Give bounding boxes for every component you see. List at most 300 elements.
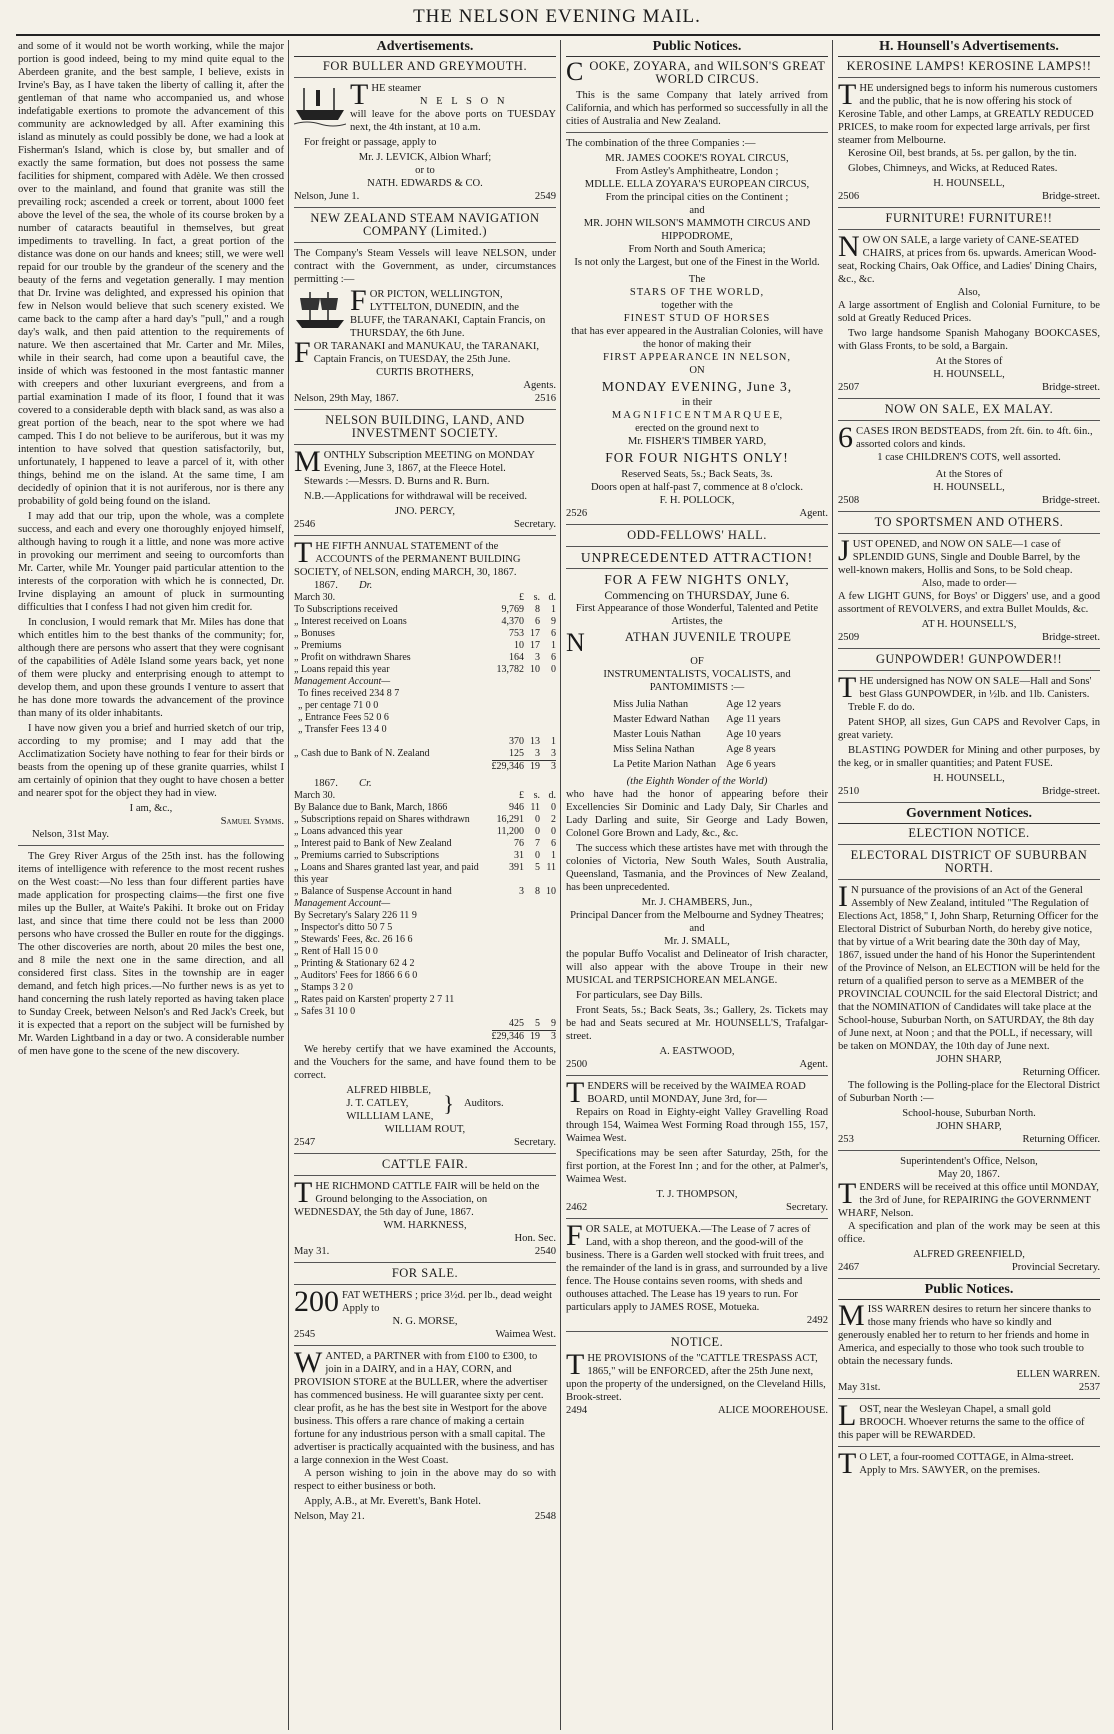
table-row: „ Loans and Shares granted last year, and paid this year 391 5 11	[294, 862, 556, 885]
ad-line: that has ever appeared in the Australian Colonies, will have the honor of making their	[571, 326, 823, 350]
ad-text: For particulars, see Day Bills.	[576, 990, 703, 1001]
ad-text: CASES IRON BEDSTEADS, from 2ft. 6in. to 4ft. 6in., assorted colors and kinds.	[856, 426, 1093, 450]
ad-text: HE steamer	[371, 83, 422, 94]
table-row: Master Edward Nathan Age 11 years	[613, 714, 781, 725]
table-row: La Petite Marion Nathan Age 6 years	[613, 759, 776, 770]
table-row: Master Louis Nathan Age 10 years	[613, 729, 781, 740]
divider	[294, 444, 556, 445]
ad-line: FIRST APPEARANCE IN NELSON,	[602, 352, 792, 363]
masthead-rule	[16, 34, 1100, 36]
signatory: T. J. THOMPSON,	[656, 1189, 738, 1200]
ad-line: MR. JOHN WILSON'S MAMMOTH CIRCUS AND HIPPODROME,	[583, 218, 811, 242]
divider	[294, 77, 556, 78]
divider	[566, 1218, 828, 1219]
ad-text: N.B.—Applications for withdrawal will be received.	[304, 491, 527, 502]
ad-title: NELSON BUILDING, LAND, AND INVESTMENT SOCIETY.	[325, 413, 525, 440]
drop-cap: F	[350, 284, 367, 317]
troupe-members	[607, 696, 787, 773]
ad-line: Also,	[957, 287, 981, 298]
ad-line: MONDAY EVENING, June 3,	[601, 379, 793, 394]
table-row: „ Inspector's ditto 50 7 5	[294, 922, 393, 933]
ad-text: who have had the honor of appearing before their Excellencies Sir Dominic and Lady Daly, Sir Charles and Lady Darling and suite, Sir George and Lady Bowen, Colonel Gore Brown and Lady, &c., &c.	[566, 789, 828, 839]
divider	[294, 1153, 556, 1154]
ad-line: The	[688, 274, 706, 285]
agent-name: Mr. J. LEVICK, Albion Wharf;	[358, 152, 492, 163]
ad-text: ENDERS will be received by the WAIMEA ROAD BOARD, until MONDAY, June 3rd, for—	[587, 1081, 806, 1105]
signatory: ALFRED GREENFIELD,	[913, 1249, 1025, 1260]
divider	[838, 1150, 1100, 1151]
ad-text: Front Seats, 5s.; Back Seats, 3s.; Gallery, 2s. Tickets may be had and Seats secured at Mr. HOUNSELL'S, Trafalgar-street.	[566, 1005, 828, 1042]
masthead: THE NELSON EVENING MAIL.	[413, 6, 701, 27]
ad-text: Kerosine Oil, best brands, at 5s. per gallon, by the tin.	[848, 148, 1077, 159]
ad-text: HE PROVISIONS of the "CATTLE TRESPASS ACT, 1865," will be ENFORCED, after the 25th June next, upon the property of the undersigned, on the Cleveland Hills, Brook-street.	[566, 1353, 826, 1403]
signatory-role: Secretary.	[514, 1137, 556, 1148]
col-header: d.	[548, 790, 556, 801]
table-row: „ per centage 71 0 0	[298, 700, 379, 711]
drop-cap: L	[838, 1399, 857, 1432]
waimea-tenders-ad	[566, 1076, 828, 1214]
ad-text: The success which these artistes have met with through the colonies of Victoria, New South Wales, South Australia, Queensland, Tasmania, and the Provinces of New Zealand, has been unprecedented.	[566, 843, 828, 893]
divider	[566, 1331, 828, 1332]
ad-line: (the Eighth Wonder of the World)	[626, 776, 768, 787]
signatory-role: Agent.	[799, 1059, 828, 1070]
election-notice	[838, 827, 1100, 1146]
ad-place: Bridge-street.	[1042, 495, 1100, 506]
ad-text: ANTED, a PARTNER with from £100 to £300, to join in a DAIRY, and in a HAY, CORN, and PROVISION STORE at the BULLER, where the advertiser has commenced business. He will guarantee sixty per cent. clear profit, as he has the best site in Westport for the above business. This offers a rare chance of making a certain fortune for any industrious person with a small capital. The advertiser is practically acquainted with the business, and has a large connexion in the West Coast.	[294, 1351, 555, 1466]
ad-place: Bridge-street.	[1042, 786, 1100, 797]
drop-cap: T	[838, 1177, 857, 1210]
table-row: „ Stewards' Fees, &c. 26 16 6	[294, 934, 413, 945]
agent-name: CURTIS BROTHERS,	[376, 367, 474, 378]
ad-line: School-house, Suburban North.	[902, 1108, 1036, 1119]
table-row: „ Bonuses 753 17 6	[294, 628, 556, 639]
ad-text: will leave for the above ports on TUESDAY next, the 4th instant, at 10 a.m.	[350, 109, 556, 133]
signatory-role: Returning Officer.	[1022, 1134, 1100, 1145]
ad-date: Nelson, 29th May, 1867.	[294, 393, 399, 404]
malay-ad	[838, 403, 1100, 507]
ad-line: ON	[689, 365, 705, 376]
ad-number: 2467	[838, 1262, 860, 1273]
drop-cap: N	[566, 628, 586, 657]
signatory-role: Agent.	[799, 508, 828, 519]
drop-cap: T	[838, 1447, 857, 1480]
ad-text: Treble F. do do.	[848, 702, 915, 713]
ad-text: The following is the Polling-place for the Electoral District of Suburban North :—	[838, 1080, 1100, 1104]
ad-text: The combination of the three Companies :—	[566, 138, 756, 149]
divider	[294, 1262, 556, 1263]
signatory: N. G. MORSE,	[392, 1316, 458, 1327]
kerosine-ad	[838, 60, 1100, 203]
col-header: d.	[548, 592, 556, 603]
column-3-public-notices	[566, 40, 828, 1730]
ad-line: Reserved Seats, 5s.; Back Seats, 3s.	[621, 469, 773, 480]
drop-cap: T	[294, 1176, 313, 1209]
ad-line: OF	[690, 656, 704, 667]
ad-number: 2547	[294, 1137, 316, 1148]
ad-text: OR SALE, at MOTUEKA.—The Lease of 7 acres of Land, with a shop thereon, and the good-will of the business. There is a Garden well stocked with fruit trees, and the remainder of the land is in grass, and surrounded by a live fence. The House contains seven rooms, with sheds and outhouses attached. The Lease has 19 years to run. For particulars apply to JAMES ROSE, Motueka.	[566, 1224, 828, 1313]
auditor-name: J. T. CATLEY,	[346, 1098, 409, 1109]
ad-text: HE undersigned begs to inform his numerous customers and the public, that he is now offering his stock of Kerosine Table, and other Lamps, at GREATLY REDUCED PRICES, to make room for expected large arrivals, per first steamer from Melbourne.	[838, 83, 1098, 146]
signatory: ALICE MOOREHOUSE.	[717, 1405, 828, 1416]
ad-number: 253	[838, 1134, 854, 1145]
ad-text: A few LIGHT GUNS, for Boys' or Diggers' use, and a good assortment of REVOLVERS, and extra Bullet Moulds, &c.	[838, 591, 1100, 615]
signatory: ELLEN WARREN.	[1016, 1369, 1100, 1380]
ad-title: FOR BULLER AND GREYMOUTH.	[322, 59, 528, 73]
col-header: s.	[533, 790, 540, 801]
signatory: JOHN SHARP,	[936, 1054, 1002, 1065]
ad-line: 1 case CHILDREN'S COTS, well assorted.	[877, 452, 1061, 463]
divider	[294, 535, 556, 536]
drop-cap: T	[294, 536, 313, 569]
col-header: s.	[533, 592, 540, 603]
ad-title: NOW ON SALE, EX MALAY.	[884, 402, 1054, 416]
ad-number: 2546	[294, 519, 316, 530]
ship-name: N E L S O N	[419, 96, 508, 107]
ad-text: Apply, A.B., at Mr. Everett's, Bank Hotel.	[304, 1496, 481, 1507]
ad-place: Bridge-street.	[1042, 191, 1100, 202]
ad-line: MR. JAMES COOKE'S ROYAL CIRCUS,	[605, 153, 789, 164]
ad-number: 2492	[806, 1315, 828, 1326]
nzsn-ad	[294, 212, 556, 405]
buller-ad	[294, 60, 556, 203]
ad-title: FOR SALE.	[391, 1266, 459, 1280]
statement-year: 1867.	[314, 580, 338, 591]
table-row: „ Interest received on Loans 4,370 6 9	[294, 616, 556, 627]
letter-dateline: Nelson, 31st May.	[32, 829, 109, 840]
ad-place: Bridge-street.	[1042, 632, 1100, 643]
divider	[838, 1278, 1100, 1279]
ad-number: 2462	[566, 1202, 588, 1213]
ad-line: Doors open at half-past 7, commence at 8 o'clock.	[591, 482, 803, 493]
ad-text: Stewards :—Messrs. D. Burns and R. Burn.	[304, 476, 490, 487]
divider	[838, 229, 1100, 230]
credit-table	[294, 790, 556, 1043]
signatory: WM. HARKNESS,	[383, 1220, 467, 1231]
ad-text: UST OPENED, and NOW ON SALE—1 case of SPLENDID GUNS, Single and Double Barrel, by the well-known makers, Hollis and Sons, to be Sold cheap.	[838, 539, 1081, 576]
ad-line: together with the	[661, 300, 733, 311]
column-4-hounsell	[838, 40, 1100, 1730]
ad-text: We hereby certify that we have examined the Accounts, and the Vouchers for the same, and have found them to be correct.	[294, 1044, 556, 1081]
statement-year: 1867.	[314, 778, 338, 789]
ad-line: in their	[681, 397, 713, 408]
drop-cap: I	[838, 880, 848, 913]
divider	[838, 77, 1100, 78]
section-heading: Public Notices.	[566, 40, 828, 57]
agent-role: Agents.	[523, 380, 556, 391]
ad-text: Two large handsome Spanish Mahogany BOOKCASES, with Glass Fronts, to be sold, a Bargain.	[838, 328, 1100, 352]
letter-paragraph: I have now given you a brief and hurried sketch of our trip, according to my promise; and I may add that the Acclimatization Society have nothing to fear for their birds or beasts from the opening up of these granite quarries, whilst I am certainly of opinion that they ought to have chosen a better and nearer spot for the object they had in view.	[18, 723, 284, 799]
table-row: „ Transfer Fees 13 4 0	[298, 724, 387, 735]
signatory: A. EASTWOOD,	[659, 1046, 735, 1057]
column-rule	[288, 40, 289, 1730]
statement-date: March 30.	[294, 592, 336, 603]
ad-text: OW ON SALE, a large variety of CANE-SEATED CHAIRS, at prices from 6s. upwards. American Wood-seat, Rocking Chairs, Oak Office, and Ladies' Dining Chairs, &c., &c.	[838, 235, 1097, 285]
col-header: £	[519, 592, 524, 603]
ad-line: FOR A FEW NIGHTS ONLY,	[604, 572, 790, 587]
ad-title: NOTICE.	[670, 1335, 724, 1349]
ad-number: 2516	[534, 393, 556, 404]
section-heading: Advertisements.	[294, 40, 556, 57]
drop-cap: M	[294, 445, 321, 478]
ad-line: Also, made to order—	[921, 578, 1017, 589]
debit-label: Dr.	[359, 580, 373, 591]
argus-paragraph: The Grey River Argus of the 25th inst. has the following items of intelligence with reference to the most recent rushes on the West coast:—No less than four different parties have made application for prospecting claims—the first one five miles up the Buller, at Waite's Pakihi. It broke out on Friday last, and since that time there could not be less than 2000 persons who have crossed the Buller en route for the diggings. The other discoveries are north, about 20 miles the best one, and 8 mile the next one in the same direction, and all considered first class. Sites in the township are in eager demand, and fetch high prices.—No further news is as yet to hand concerning the rush lately reported as having taken place to Sunday Creek, between Nelson's and Red Jack's Creek, but it is expected that a report on the subject will be furnished by Mr. Warden Lightband in a day or two. A considerable number of men have gone to the scene of the new discovery.	[18, 851, 284, 1057]
ad-line: Superintendent's Office, Nelson,	[900, 1156, 1038, 1167]
total-row: £29,346 19 3	[491, 761, 556, 772]
signatory: H. HOUNSELL,	[933, 369, 1005, 380]
divider	[838, 802, 1100, 803]
ad-number: 2509	[838, 632, 860, 643]
drop-cap: C	[566, 57, 584, 86]
ad-line: FINEST STUD OF HORSES	[623, 313, 771, 324]
ad-line: Commencing on THURSDAY, June 6.	[604, 588, 790, 602]
table-row: By Balance due to Bank, March, 1866 946 11 0	[294, 802, 556, 813]
agent-name: NATH. EDWARDS & CO.	[367, 178, 483, 189]
ad-text: ONTHLY Subscription MEETING on MONDAY Evening, June 3, 1867, at the Fleece Hotel.	[323, 450, 535, 474]
ad-date: Nelson, June 1.	[294, 191, 360, 202]
ad-text: HE undersigned has NOW ON SALE—Hall and Sons' best Glass GUNPOWDER, in ½lb. and 1lb. Canisters.	[859, 676, 1092, 700]
ad-text: ISS WARREN desires to return her sincere thanks to those many friends who have so kindly and generously enabled her to return to her friends and home in America, and especially to those who took such trouble to obtain the necessary funds.	[838, 1304, 1092, 1367]
divider	[838, 533, 1100, 534]
table-row: „ Cash due to Bank of N. Zealand 125 3 3	[294, 748, 556, 759]
ad-text: A specification and plan of the work may be seen at this office.	[838, 1221, 1100, 1245]
trespass-notice	[566, 1336, 828, 1417]
drop-cap: M	[838, 1299, 865, 1332]
ad-line: From the principal cities on the Continent ;	[605, 192, 789, 203]
ad-text: ENDERS will be received at this office until MONDAY, the 3rd of June, for REPAIRING the GOVERNMENT WHARF, Nelson.	[838, 1182, 1099, 1219]
divider	[294, 207, 556, 208]
table-row: To Subscriptions received 9,769 8 1	[294, 604, 556, 615]
table-row: To fines received 234 8 7	[298, 688, 400, 699]
signatory: WILLIAM ROUT,	[384, 1124, 466, 1135]
ad-text: First Appearance of those Wonderful, Talented and Petite Artistes, the	[575, 603, 819, 627]
signatory: H. HOUNSELL,	[933, 482, 1005, 493]
ad-title: TO SPORTSMEN AND OTHERS.	[874, 515, 1064, 529]
divider	[294, 1345, 556, 1346]
ad-place: Bridge-street.	[1042, 382, 1100, 393]
ad-title: CATTLE FAIR.	[381, 1157, 469, 1171]
ad-text: HE RICHMOND CATTLE FAIR will be held on the Ground belonging to the Association, on WEDNESDAY, the 5th day of June, 1867.	[294, 1181, 540, 1218]
divider	[838, 670, 1100, 671]
ad-title: FURNITURE! FURNITURE!!	[885, 211, 1053, 225]
ad-number: 2548	[534, 1511, 556, 1522]
signatory-role: Returning Officer.	[1022, 1067, 1100, 1078]
divider	[18, 845, 284, 846]
ad-line: MDLLE. ELLA ZOYARA'S EUROPEAN CIRCUS,	[584, 179, 810, 190]
ad-title: OOKE, ZOYARA, and WILSON'S GREAT WORLD CIRCUS.	[589, 59, 826, 86]
ad-text: or to	[415, 165, 435, 176]
table-row: „ Auditors' Fees for 1866 6 6 0	[294, 970, 418, 981]
table-row: 425 5 9	[509, 1018, 556, 1029]
letter-signature: Samuel Symms.	[220, 816, 284, 827]
to-let-notice	[838, 1447, 1100, 1480]
ad-line: and	[689, 205, 705, 216]
table-row: 370 13 1	[509, 736, 556, 747]
big-number: 200	[294, 1285, 339, 1318]
steamship-icon	[294, 84, 346, 128]
debit-table	[294, 592, 556, 773]
ad-text: A person wishing to join in the above may do so with respect to either business or both.	[294, 1468, 556, 1492]
table-row: Miss Selina Nathan Age 8 years	[613, 744, 776, 755]
signatory-role: Secretary.	[514, 519, 556, 530]
table-row: „ Premiums carried to Subscriptions 31 0 1	[294, 850, 556, 861]
ad-line: Mr. FISHER'S TIMBER YARD,	[627, 436, 767, 447]
table-row: „ Safes 31 10 0	[294, 1006, 356, 1017]
divider	[294, 409, 556, 410]
drop-cap: T	[566, 1348, 585, 1381]
ad-text: N pursuance of the provisions of an Act of the General Assembly of New Zealand, intituled "The Regulation of Elections Act, 1858," I, John Sharp, Returning Officer for the Electoral District of Suburban North, do hereby give notice, that by virtue of a Writ bearing date the 30th day of May, 1867, issued under the hand of his Honor the Superintendent of the Province of Nelson, an ELECTION will be held for the return of a qualified person to serve as a MEMBER of the PROVINCIAL COUNCIL for the said Electoral District; and that the NOMINATION of Candidates will take place at the School-house, Suburban North, on SATURDAY, the 8th day of June next, at Noon ; and that the POLL, if necessary, will be taken on MONDAY, the 10th day of June next.	[838, 885, 1100, 1052]
section-heading: H. Hounsell's Advertisements.	[838, 40, 1100, 57]
divider	[838, 879, 1100, 880]
drop-cap: N	[838, 230, 860, 263]
divider	[838, 648, 1100, 649]
divider	[566, 524, 828, 525]
ad-date: May 31st.	[838, 1382, 881, 1393]
ad-title: KEROSINE LAMPS! KEROSINE LAMPS!!	[846, 59, 1092, 73]
drop-cap: T	[350, 78, 369, 111]
divider	[838, 844, 1100, 845]
ad-date: Nelson, May 21.	[294, 1511, 365, 1522]
section-heading: Government Notices.	[838, 807, 1100, 824]
ad-title: ELECTION NOTICE.	[908, 826, 1030, 840]
signatory: H. HOUNSELL,	[933, 773, 1005, 784]
drop-cap: F	[294, 336, 311, 369]
oddfellows-ad	[566, 529, 828, 1071]
ad-text: This is the same Company that lately arrived from California, and which has performed so successfully in all the cities of Australia and New Zealand.	[566, 90, 828, 127]
building-society-ad	[294, 414, 556, 531]
big-number: 6	[838, 421, 853, 454]
letter-paragraph: I may add that our trip, upon the whole, was a complete success, and each and every one thoroughly enjoyed himself, although having to rough it a little, and none was more active in provoking our merriment and seeing to ourcomforts than Mr. Carter, while Mr. Younger paid particular attention to the interests of the corporation with which he is connected, Dr. Irvine displaying an amount of pluck in surmounting difficulties that I confess I had not given him credit for.	[18, 511, 284, 613]
ad-text: O LET, a four-roomed COTTAGE, in Alma-street. Apply to Mrs. SAWYER, on the premises.	[859, 1452, 1074, 1476]
signatory: H. HOUNSELL,	[933, 178, 1005, 189]
gunpowder-ad	[838, 653, 1100, 798]
ad-text: FAT WETHERS ; price 3½d. per lb., dead weight Apply to	[342, 1290, 553, 1314]
table-row: „ Loans repaid this year 13,782 10 0	[294, 664, 556, 675]
ad-number: 2540	[534, 1246, 556, 1257]
ad-title: ODD-FELLOWS' HALL.	[627, 528, 767, 542]
ad-number: 2500	[566, 1059, 588, 1070]
table-row: „ Loans advanced this year 11,200 0 0	[294, 826, 556, 837]
auditor-name: ALFRED HIBBLE,	[346, 1085, 432, 1096]
ad-text: BLASTING POWDER for Mining and other purposes, by the keg, or in smaller quantities; and Patent FUSE.	[838, 745, 1100, 769]
letter-paragraph: In conclusion, I would remark that Mr. Miles has done that which entitles him to the best thanks of the community; for, although there are persons who assert that they were cognisant of the capabilities of Adèle Island some years back, yet none of them were plucky and enterprising enough to attempt to develop them, and upon these grounds I venture to assert that he has done more towards the advancement of the province than many of its older inhabitants.	[18, 617, 284, 719]
divider	[566, 568, 828, 569]
drop-cap: T	[838, 671, 857, 704]
ad-number: 2506	[838, 191, 860, 202]
ad-line: At the Stores of	[935, 469, 1003, 480]
annual-statement	[294, 536, 556, 1149]
sailing-ship-icon	[294, 290, 346, 334]
section-heading: Public Notices.	[838, 1283, 1100, 1300]
ad-line: Mr. J. SMALL,	[664, 936, 730, 947]
ad-number: 2537	[1078, 1382, 1100, 1393]
ad-subtitle: UNPRECEDENTED ATTRACTION!	[580, 550, 814, 565]
management-label: Management Account—	[294, 898, 391, 909]
col-header: £	[519, 790, 524, 801]
divider	[566, 1075, 828, 1076]
signatory: F. H. POLLOCK,	[659, 495, 735, 506]
drop-cap: F	[566, 1219, 583, 1252]
ad-number: 2507	[838, 382, 860, 393]
ad-number: 2508	[838, 495, 860, 506]
signatory: JOHN SHARP,	[936, 1121, 1002, 1132]
table-row: „ Rent of Hall 15 0 0	[294, 946, 378, 957]
credit-label: Cr.	[359, 778, 372, 789]
column-rule	[832, 40, 833, 1730]
signatory-role: Secretary.	[786, 1202, 828, 1213]
signatory: AT H. HOUNSELL'S,	[921, 619, 1017, 630]
lost-brooch-notice	[838, 1399, 1100, 1442]
ad-number: 2545	[294, 1329, 316, 1340]
table-row: „ Entrance Fees 52 0 6	[298, 712, 389, 723]
ad-text: Specifications may be seen after Saturday, 25th, for the first portion, at the Forest Inn ; and for the other, at Palmer's, Waimea West.	[566, 1148, 828, 1185]
ad-line: M A G N I F I C E N T M A R Q U E E,	[611, 410, 783, 421]
ad-date: May 31.	[294, 1246, 330, 1257]
auditors-label: Auditors.	[463, 1098, 504, 1109]
furniture-ad	[838, 212, 1100, 394]
ad-text: OR PICTON, WELLINGTON, LYTTELTON, DUNEDIN, and the BLUFF, the TARANAKI, Captain Francis, on THURSDAY, the 6th June.	[350, 289, 546, 339]
ad-line: From North and South America;	[628, 244, 766, 255]
table-row: „ Subscriptions repaid on Shares withdrawn 16,291 0 2	[294, 814, 556, 825]
letter-closing: I am, &c.,	[129, 803, 173, 814]
signatory-role: Provincial Secretary.	[1011, 1262, 1100, 1273]
ad-text: OR TARANAKI and MANUKAU, the TARANAKI, Captain Francis, on TUESDAY, the 25th June.	[313, 341, 540, 365]
divider	[294, 1175, 556, 1176]
auditor-name: WILLLIAM LANE,	[346, 1111, 434, 1122]
table-row: „ Printing & Stationary 62 4 2	[294, 958, 415, 969]
table-row: „ Stamps 3 2 0	[294, 982, 353, 993]
ad-text: the popular Buffo Vocalist and Delineator of Irish character, will also appear with the above Troupe in their new MUSICAL and TERPSICHOREAN MELANGE.	[566, 949, 828, 986]
warren-notice	[838, 1299, 1100, 1394]
drop-cap: W	[294, 1346, 323, 1379]
ad-line: STARS OF THE WORLD,	[629, 287, 765, 298]
ad-date: May 20, 1867.	[938, 1169, 1000, 1180]
drop-cap: T	[838, 78, 857, 111]
divider	[838, 1446, 1100, 1447]
troupe-name: ATHAN JUVENILE TROUPE	[624, 630, 792, 644]
letter-paragraph: and some of it would not be worth working, while the major portion is good indeed, being to my mind quite equal to the Aberdeen granite, and the best sample, I believe, exists in Irvine's Bay, as I have taken the liberty of calling it, after the gentleman of that name who accompanied us, and whose indefatigable exertions to promote the advancement of this community are acknowledged by all. After examining this island as minutely as could possibly be done, we had a look at Fisherman's Island, which is close by, but smaller and of exactly the same formation, but does not possess the same facilities for shipment, compared with Adèle. We then crossed over to the mainland, and found that granite was still the prevailing rock; ascended a creek or torrent, about 1000 feet above the level of the sea, the whole of its course broken by a number of cataracts beautiful in themselves, but great impediments to travelling. In fact, a great portion of the distance was done on our hands and knees; still, we were well repaid for our trouble by the grandeur of the scenery and the beauty of the ferns and vegetation generally. I may mention that Dr. Irvine was delighted, and expressed his opinion that few in Nelson would believe that such scenery existed. We came back to the camp after a hard day's "pull," and a rough day's walk, and then paid attention to the requirements of nature. We then ascertained that Mr. Carter and Mr. Miles, while in their search, had come upon a beautiful cave, the inside of which was festooned in the most fantastic manner with creepers and other luxuriant evergreens, and from a partial examination I made of its floor, I found that it was covered to a considerable depth with black sand, as was also a great portion of the beach, near to the spot where we had camped. This I do not believe to be auriferous, but it was my intention to have solved that question satisfactorily, but, unfortunately, I happened to leave a parcel of it, with other things, behind me on the island. At the same time, I am decidedly of opinion that it is not auriferous, nor is there any probability of gold being found on the island.	[18, 41, 284, 507]
sportsmen-ad	[838, 516, 1100, 644]
table-row: „ Profit on withdrawn Shares 164 3 6	[294, 652, 556, 663]
circus-ad	[566, 57, 828, 520]
divider	[838, 511, 1100, 512]
divider	[838, 207, 1100, 208]
divider	[838, 420, 1100, 421]
ad-line: Mr. J. CHAMBERS, Jun.,	[641, 897, 753, 908]
table-row: „ Interest paid to Bank of New Zealand 76 7 6	[294, 838, 556, 849]
total-row: £29,346 19 3	[491, 1031, 556, 1042]
ad-text: The Company's Steam Vessels will leave NELSON, under contract with the Government, as under, circumstances permitting :—	[294, 248, 556, 285]
ad-number: 2494	[566, 1405, 588, 1416]
ad-text: Repairs on Road in Eighty-eight Valley Gravelling Road through 154, Waimea West Forming Road through 155, 157, Waimea West.	[566, 1107, 828, 1144]
ad-line: At the Stores of	[935, 356, 1003, 367]
signatory-role: Hon. Sec.	[514, 1233, 556, 1244]
for-sale-ad	[294, 1267, 556, 1341]
table-row: „ Balance of Suspense Account in hand 3 8 10	[294, 886, 556, 897]
ad-title: NEW ZEALAND STEAM NAVIGATION COMPANY (Limited.)	[310, 211, 540, 238]
ad-text: Globes, Chimneys, and Wicks, at Reduced Rates.	[848, 163, 1058, 174]
ad-line: FOR FOUR NIGHTS ONLY!	[605, 450, 789, 465]
statement-date: March 30.	[294, 790, 336, 801]
column-2-advertisements	[294, 40, 556, 1730]
ad-number: 2549	[534, 191, 556, 202]
motueka-sale-ad	[566, 1219, 828, 1327]
partner-wanted-ad	[294, 1346, 556, 1523]
ad-text: For freight or passage, apply to	[304, 137, 437, 148]
ad-line: From Astley's Amphitheatre, London ;	[615, 166, 779, 177]
divider	[566, 132, 828, 133]
table-row: „ Premiums 10 17 1	[294, 640, 556, 651]
